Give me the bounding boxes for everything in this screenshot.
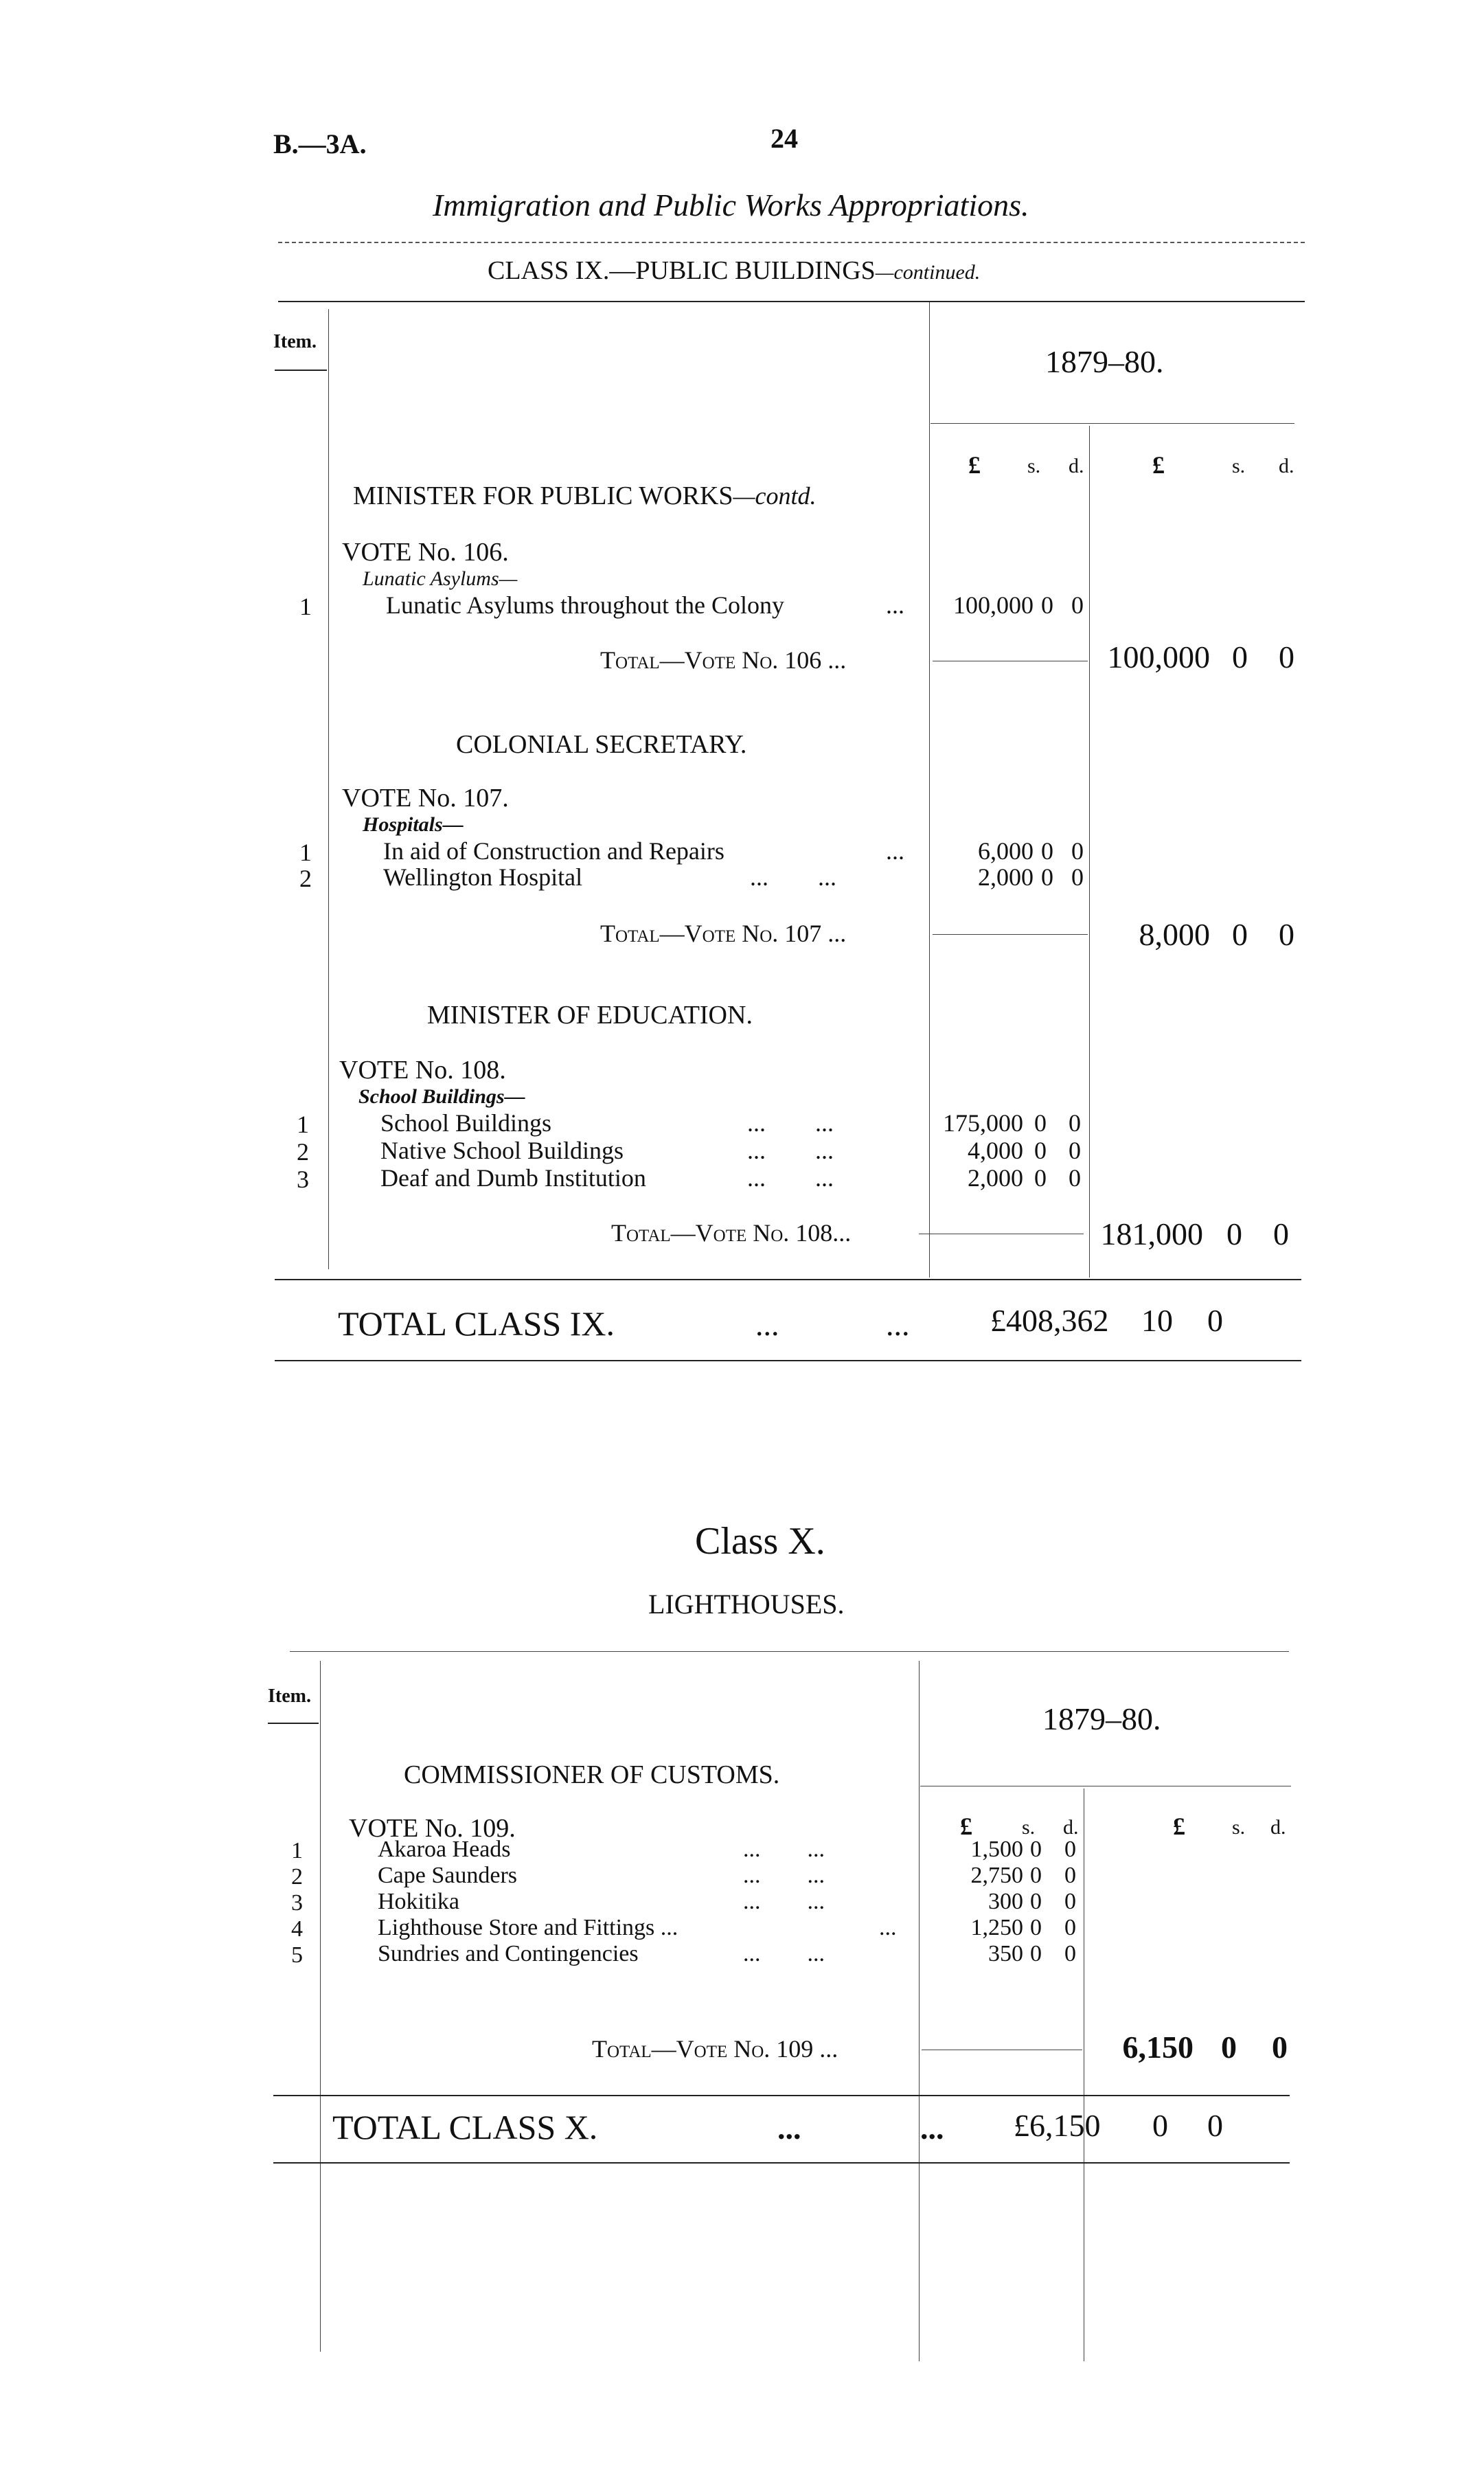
vote-108-item-3-label: Deaf and Dumb Institution xyxy=(380,1164,646,1192)
vote-109-item-1-pence: 0 xyxy=(1064,1837,1076,1862)
dept-colonial-secretary: COLONIAL SECRETARY. xyxy=(456,730,747,759)
vote-107-item-1-pence: 0 xyxy=(1071,837,1084,865)
vote-106-item-1-num: 1 xyxy=(299,593,312,620)
class10-item-header: Item. xyxy=(268,1686,311,1707)
vote-106-total-label: Total—Vote No. 106 ... xyxy=(600,646,847,674)
vote-108-item-1-leader: ... ... xyxy=(747,1109,834,1137)
class9-grand-total-label: TOTAL CLASS IX. xyxy=(338,1304,615,1343)
vote-108-total-shillings: 0 xyxy=(1226,1216,1242,1251)
vote-107-item-2-label: Wellington Hospital xyxy=(383,863,583,891)
dept-public-works-text: MINISTER FOR PUBLIC WORKS xyxy=(353,481,733,510)
class10-col-pence: d. xyxy=(1063,1816,1079,1839)
vote-109-item-1-label: Akaroa Heads xyxy=(378,1837,511,1862)
vote-108-item-1-shillings: 0 xyxy=(1034,1109,1047,1137)
class9-col-pounds: £ xyxy=(968,451,981,479)
class10-grand-total-pence: 0 xyxy=(1207,2108,1223,2143)
vote-109-item-4-num: 4 xyxy=(291,1916,303,1942)
vote-107-heading: VOTE No. 107. xyxy=(342,784,509,813)
vote-109-item-2-label: Cape Saunders xyxy=(378,1863,518,1888)
vote-109-item-4-label: Lighthouse Store and Fittings ... xyxy=(378,1915,678,1940)
vote-108-item-3-shillings: 0 xyxy=(1034,1164,1047,1192)
vote-107-total-shillings: 0 xyxy=(1232,917,1248,952)
vote-107-item-1-label: In aid of Construction and Repairs xyxy=(383,837,724,865)
class9-heading-text: CLASS IX.—PUBLIC BUILDINGS xyxy=(488,256,876,285)
vote-109-item-2-shillings: 0 xyxy=(1030,1863,1042,1888)
vote-109-item-2-pence: 0 xyxy=(1064,1863,1076,1888)
vote-109-item-5-shillings: 0 xyxy=(1030,1941,1042,1966)
vote-109-item-1-leader: ... ... xyxy=(743,1837,825,1862)
vote-107-item-1-pounds: 6,000 xyxy=(978,837,1034,865)
vote-109-total-label: Total—Vote No. 109 ... xyxy=(592,2035,838,2063)
class10-year: 1879–80. xyxy=(1042,1701,1161,1736)
vote-108-item-3-pounds: 2,000 xyxy=(968,1164,1023,1192)
vote-106-item-1-label: Lunatic Asylums throughout the Colony xyxy=(386,591,784,619)
vote-109-item-3-leader: ... ... xyxy=(743,1889,825,1914)
vote-109-item-1-shillings: 0 xyxy=(1030,1837,1042,1862)
vote-107-item-2-num: 2 xyxy=(299,865,312,892)
class10-grand-total-pounds: £6,150 xyxy=(1014,2108,1101,2143)
dept-public-works xyxy=(353,481,817,511)
vote-108-total-pounds: 181,000 xyxy=(1100,1216,1203,1251)
vote-106-item-1-shillings: 0 xyxy=(1041,591,1053,619)
vote-106-total-pence: 0 xyxy=(1279,639,1294,674)
vote-107-item-2-pence: 0 xyxy=(1071,863,1084,891)
vote-107-item-1-num: 1 xyxy=(299,839,312,866)
vote-109-item-3-shillings: 0 xyxy=(1030,1889,1042,1914)
class10-grand-total-label: TOTAL CLASS X. xyxy=(332,2108,598,2146)
class10-item-underline xyxy=(268,1723,319,1724)
vote-107-item-2-leader: ... ... xyxy=(750,863,836,891)
vote-106-item-1-pence: 0 xyxy=(1071,591,1084,619)
vote-106-subhead: Lunatic Asylums— xyxy=(363,567,518,590)
vote-109-item-2-num: 2 xyxy=(291,1864,303,1889)
vote-109-item-3-pounds: 300 xyxy=(988,1889,1023,1914)
vote-108-item-3-pence: 0 xyxy=(1069,1164,1081,1192)
class9-col2-pounds: £ xyxy=(1152,451,1165,479)
vote-107-total-pence: 0 xyxy=(1279,917,1294,952)
vote-109-item-4-pence: 0 xyxy=(1064,1915,1076,1940)
vote-106-total-pounds: 100,000 xyxy=(1107,639,1210,674)
vote-108-total-pence: 0 xyxy=(1273,1216,1289,1251)
vote-106-item-1-leader: ... xyxy=(886,591,904,619)
class10-bottom-rule xyxy=(273,2095,1290,2096)
vote-108-item-1-pence: 0 xyxy=(1069,1109,1081,1137)
vote-109-total-shillings: 0 xyxy=(1221,2030,1237,2065)
vote-109-total-pounds: 6,150 xyxy=(1122,2030,1194,2065)
vote-108-item-1-label: School Buildings xyxy=(380,1109,552,1137)
vote-108-item-2-label: Native School Buildings xyxy=(380,1137,624,1164)
vote-108-heading: VOTE No. 108. xyxy=(339,1056,506,1085)
vote-109-item-3-num: 3 xyxy=(291,1890,303,1916)
class9-grand-total-rule xyxy=(275,1360,1301,1361)
vote-108-item-2-shillings: 0 xyxy=(1034,1137,1047,1164)
class9-bottom-rule xyxy=(275,1279,1301,1280)
vote-109-item-1-pounds: 1,500 xyxy=(970,1837,1023,1862)
class9-year-rule xyxy=(931,423,1294,424)
vote-109-item-4-leader: ... xyxy=(879,1915,897,1940)
vote-106-heading: VOTE No. 106. xyxy=(342,538,509,567)
class10-col2-pounds: £ xyxy=(1173,1813,1185,1840)
vote-108-item-3-leader: ... ... xyxy=(747,1164,834,1192)
class9-heading xyxy=(488,256,980,286)
vote-107-item-2-pounds: 2,000 xyxy=(978,863,1034,891)
running-title: Immigration and Public Works Appropriations. xyxy=(433,188,1029,223)
class10-amount-col-line xyxy=(919,1661,920,2361)
class10-grand-total-dots-1: ... xyxy=(777,2111,801,2146)
class10-grand-total-shillings: 0 xyxy=(1152,2108,1168,2143)
class10-top-rule xyxy=(290,1651,1289,1652)
class9-grand-total-shillings: 10 xyxy=(1141,1303,1173,1338)
class9-grand-total-pounds: £408,362 xyxy=(990,1303,1109,1338)
class10-col-shillings: s. xyxy=(1022,1816,1036,1839)
vote-107-total-pounds: 8,000 xyxy=(1139,917,1210,952)
class9-col-pence: d. xyxy=(1069,455,1084,477)
dept-customs: COMMISSIONER OF CUSTOMS. xyxy=(404,1760,780,1789)
class9-item-underline xyxy=(275,370,327,371)
vote-109-item-4-pounds: 1,250 xyxy=(970,1915,1023,1940)
vote-108-item-2-num: 2 xyxy=(297,1138,309,1166)
class9-heading-cont: —continued. xyxy=(875,261,981,284)
class10-col2-pence: d. xyxy=(1270,1816,1286,1839)
vote-109-heading: VOTE No. 109. xyxy=(349,1814,516,1843)
class10-subtitle: LIGHTHOUSES. xyxy=(648,1589,845,1620)
vote-109-item-5-pounds: 350 xyxy=(988,1941,1023,1966)
class10-grand-total-dots-2: ... xyxy=(920,2111,944,2146)
class9-item-header: Item. xyxy=(273,331,317,352)
vote-107-subhead: Hospitals— xyxy=(363,813,464,836)
vote-109-item-2-leader: ... ... xyxy=(743,1863,825,1888)
class10-col2-shillings: s. xyxy=(1232,1816,1246,1839)
class10-col-pounds: £ xyxy=(960,1813,972,1840)
page-number: 24 xyxy=(770,123,798,154)
vote-107-total-label: Total—Vote No. 107 ... xyxy=(600,920,847,947)
class9-inner-col-line xyxy=(1089,426,1090,1278)
vote-107-item-2-shillings: 0 xyxy=(1041,863,1053,891)
vote-108-item-1-num: 1 xyxy=(297,1111,309,1138)
class9-top-rule xyxy=(278,301,1305,302)
class10-title: Class X. xyxy=(695,1520,825,1563)
class10-grand-total-rule xyxy=(273,2162,1290,2164)
vote-109-item-2-pounds: 2,750 xyxy=(970,1863,1023,1888)
vote-109-item-5-num: 5 xyxy=(291,1942,303,1968)
vote-107-item-1-leader: ... xyxy=(886,837,904,865)
vote-107-item-1-shillings: 0 xyxy=(1041,837,1053,865)
vote-109-item-3-label: Hokitika xyxy=(378,1889,459,1914)
class9-year: 1879–80. xyxy=(1045,344,1164,379)
dept-public-works-cont: —contd. xyxy=(733,482,817,510)
vote-108-item-3-num: 3 xyxy=(297,1166,309,1193)
dept-education: MINISTER OF EDUCATION. xyxy=(427,1001,753,1030)
vote-109-item-5-pence: 0 xyxy=(1064,1941,1076,1966)
vote-108-subhead: School Buildings— xyxy=(358,1085,525,1108)
class9-col2-pence: d. xyxy=(1279,455,1294,477)
vote-108-item-2-pounds: 4,000 xyxy=(968,1137,1023,1164)
document-reference: B.—3A. xyxy=(273,128,367,159)
vote-108-total-label: Total—Vote No. 108... xyxy=(611,1219,852,1247)
vote-109-item-5-label: Sundries and Contingencies xyxy=(378,1941,639,1966)
vote-106-item-1-pounds: 100,000 xyxy=(953,591,1034,619)
vote-107-total-rule xyxy=(933,934,1088,935)
vote-109-item-1-num: 1 xyxy=(291,1838,303,1863)
vote-108-item-2-pence: 0 xyxy=(1069,1137,1081,1164)
vote-108-item-1-pounds: 175,000 xyxy=(943,1109,1023,1137)
class9-grand-total-pence: 0 xyxy=(1207,1303,1223,1338)
class10-item-col-line xyxy=(320,1661,321,2352)
header-rule xyxy=(278,242,1305,243)
vote-108-item-2-leader: ... ... xyxy=(747,1137,834,1164)
vote-106-total-shillings: 0 xyxy=(1232,639,1248,674)
class9-item-col-line xyxy=(328,309,329,1269)
vote-109-item-5-leader: ... ... xyxy=(743,1941,825,1966)
class9-col-shillings: s. xyxy=(1027,455,1041,477)
vote-109-total-pence: 0 xyxy=(1272,2030,1288,2065)
vote-109-item-4-shillings: 0 xyxy=(1030,1915,1042,1940)
class9-grand-total-dots-1: ... xyxy=(755,1307,779,1342)
class9-grand-total-dots-2: ... xyxy=(886,1307,910,1342)
class9-col2-shillings: s. xyxy=(1232,455,1246,477)
vote-109-item-3-pence: 0 xyxy=(1064,1889,1076,1914)
